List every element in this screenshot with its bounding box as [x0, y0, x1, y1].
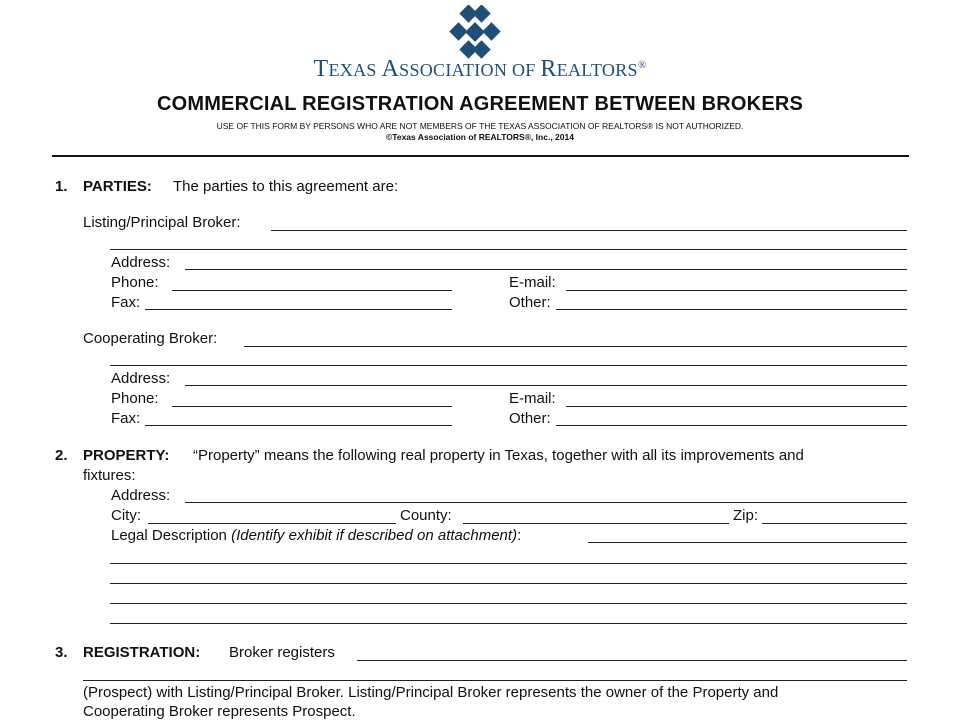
listing-email-field[interactable] — [566, 290, 907, 291]
cooperating-email-field[interactable] — [566, 406, 907, 407]
legal-description-field[interactable] — [588, 542, 907, 543]
legal-description-line-3[interactable] — [110, 583, 907, 584]
section-2-text-1: “Property” means the following real property in Texas, together with all its improvements and — [193, 447, 804, 464]
listing-fax-field[interactable] — [145, 309, 452, 310]
registration-prospect-field[interactable] — [83, 680, 907, 681]
registration-broker-field[interactable] — [357, 660, 907, 661]
listing-broker-field[interactable] — [271, 230, 907, 231]
section-3-number: 3. — [55, 644, 68, 661]
usage-notice: USE OF THIS FORM BY PERSONS WHO ARE NOT MEMBERS OF THE TEXAS ASSOCIATION OF REALTORS® IS NOT AUTHORIZED. — [216, 121, 744, 131]
property-address-label: Address: — [111, 487, 171, 504]
cooperating-address-label: Address: — [111, 370, 171, 387]
association-name: TEXAS ASSOCIATION OF REALTORS® — [313, 56, 647, 82]
cooperating-other-label: Other: — [509, 410, 551, 427]
section-2-number: 2. — [55, 447, 68, 464]
cooperating-broker-label: Cooperating Broker: — [83, 330, 218, 347]
copyright-notice: ©Texas Association of REALTORS®, Inc., 2014 — [386, 132, 574, 142]
cooperating-broker-field[interactable] — [244, 346, 907, 347]
section-3-text-3: Cooperating Broker represents Prospect. — [83, 703, 356, 720]
property-county-field[interactable] — [463, 523, 729, 524]
section-3-text-2: (Prospect) with Listing/Principal Broker. Listing/Principal Broker represents the owner of the Property and — [83, 684, 779, 701]
legal-description-line-4[interactable] — [110, 603, 907, 604]
header-rule — [52, 155, 909, 157]
form-title: COMMERCIAL REGISTRATION AGREEMENT BETWEEN BROKERS — [156, 93, 804, 115]
section-2-heading: PROPERTY: — [83, 447, 170, 464]
cooperating-fax-label: Fax: — [111, 410, 141, 427]
section-1-heading: PARTIES: — [83, 178, 152, 195]
property-county-label: County: — [400, 507, 452, 524]
legal-description-line-5[interactable] — [110, 623, 907, 624]
cooperating-broker-field-line-2[interactable] — [110, 365, 907, 366]
listing-broker-field-line-2[interactable] — [110, 249, 907, 250]
cooperating-phone-label: Phone: — [111, 390, 159, 407]
section-3-heading: REGISTRATION: — [83, 644, 201, 661]
listing-phone-label: Phone: — [111, 274, 159, 291]
listing-address-label: Address: — [111, 254, 171, 271]
property-address-field[interactable] — [185, 502, 907, 503]
property-city-label: City: — [111, 507, 141, 524]
legal-description-label: Legal Description (Identify exhibit if described on attachment): — [111, 527, 522, 544]
property-city-field[interactable] — [148, 523, 396, 524]
property-zip-field[interactable] — [762, 523, 907, 524]
section-2-text-2: fixtures: — [83, 467, 136, 484]
listing-address-field[interactable] — [185, 269, 907, 270]
cooperating-email-label: E-mail: — [509, 390, 556, 407]
listing-email-label: E-mail: — [509, 274, 556, 291]
listing-other-label: Other: — [509, 294, 551, 311]
cooperating-fax-field[interactable] — [145, 425, 452, 426]
listing-other-field[interactable] — [556, 309, 907, 310]
realtors-logo-icon — [448, 5, 502, 59]
listing-broker-label: Listing/Principal Broker: — [83, 214, 241, 231]
cooperating-address-field[interactable] — [185, 385, 907, 386]
cooperating-phone-field[interactable] — [172, 406, 452, 407]
legal-description-line-2[interactable] — [110, 563, 907, 564]
section-1-number: 1. — [55, 178, 68, 195]
cooperating-other-field[interactable] — [556, 425, 907, 426]
section-3-text-1: Broker registers — [229, 644, 335, 661]
listing-fax-label: Fax: — [111, 294, 141, 311]
listing-phone-field[interactable] — [172, 290, 452, 291]
section-1-intro: The parties to this agreement are: — [173, 178, 399, 195]
property-zip-label: Zip: — [733, 507, 759, 524]
